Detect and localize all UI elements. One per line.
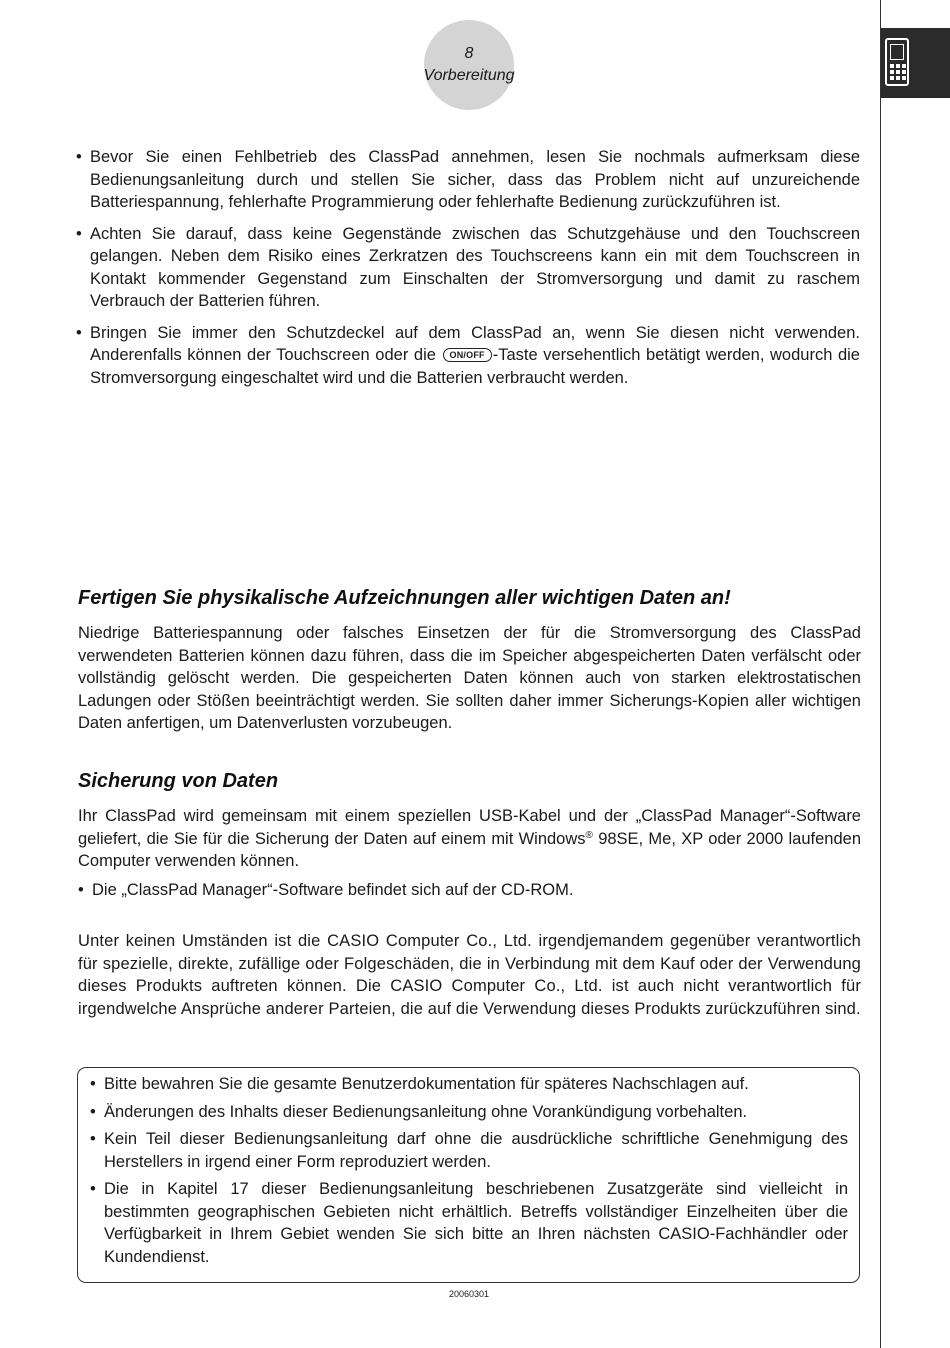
page-number: 8 <box>464 45 474 62</box>
list-item-text: Die in Kapitel 17 dieser Bedienungsanleitung beschriebenen Zusatzgeräte sind vielleicht in bestimmten geographischen Gebieten nicht erhältlich. Betreffs vollständiger Einzelheiten über die Verfügbarkeit in Ihrem Gebiet wenden Sie sich bitte an Ihren nächsten CASIO-Fachhändler oder Kundendienst. <box>104 1180 848 1266</box>
section-paragraph: Niedrige Batteriespannung oder falsches Einsetzen der für die Stromversorgung des ClassPad verwendeten Batterien können dazu führen, dass die im Speicher abgespeicherten Daten verfälscht oder vollständig gelöscht werden. Die gespeicherten Daten können auch von starken elektrostatischen Ladungen oder Stößen beeinträchtigt werden. Sie sollten daher immer Sicherungs-Kopien aller wichtigen Daten anfertigen, um Datenverlusten vorzubeugen. <box>78 624 861 732</box>
list-item <box>76 223 860 313</box>
list-item <box>76 146 860 214</box>
list-item <box>76 322 860 390</box>
bullet-marker: • <box>90 1130 96 1148</box>
calculator-icon <box>885 38 909 86</box>
list-item <box>90 1178 848 1268</box>
list-item <box>90 1101 848 1124</box>
section-title: Vorbereitung <box>423 67 515 84</box>
list-item-text: -Taste versehentlich betätigt werden, wodurch die Stromversorgung eingeschaltet wird und die Batterien verbraucht werden. <box>90 346 860 387</box>
bullet-marker: • <box>76 323 82 342</box>
bullet-marker: • <box>78 881 84 899</box>
top-bullet-list <box>76 146 860 398</box>
list-item-text: Bitte bewahren Sie die gesamte Benutzerdokumentation für späteres Nachschlagen auf. <box>104 1075 749 1093</box>
bullet-marker: • <box>76 224 82 243</box>
page-number-circle <box>424 20 514 110</box>
list-item <box>78 879 861 902</box>
list-item-text: Änderungen des Inhalts dieser Bedienungsanleitung ohne Vorankündigung vorbehalten. <box>104 1102 748 1121</box>
backup-paragraph <box>78 805 861 873</box>
list-item <box>90 1073 848 1096</box>
margin-rule <box>880 0 881 1348</box>
onoff-key-icon: ON/OFF <box>443 348 492 362</box>
list-item-text: Kein Teil dieser Bedienungsanleitung darf ohne die ausdrückliche schriftliche Genehmigung des Herstellers in irgend einer Form reproduziert werden. <box>104 1130 848 1171</box>
backup-text: Ihr ClassPad wird gemeinsam mit einem speziellen USB-Kabel und der „ClassPad Manager“-Software geliefert, die Sie für die Sicherung der Daten auf einem mit Windows <box>78 807 861 848</box>
footer-code: 20060301 <box>448 1289 490 1299</box>
list-item <box>90 1128 848 1173</box>
subsection-heading: Sicherung von Daten <box>78 770 279 792</box>
registered-mark: ® <box>585 829 593 841</box>
notice-box <box>77 1067 860 1283</box>
list-item-text: Die „ClassPad Manager“-Software befindet sich auf der CD-ROM. <box>92 881 574 899</box>
disclaimer-paragraph: Unter keinen Umständen ist die CASIO Computer Co., Ltd. irgendjemandem gegenüber verantwortlich für spezielle, direkte, zufällige oder Folgeschäden, die in Verbindung mit dem Kauf oder der Verwendung dieses Produkts auftreten können. Die CASIO Computer Co., Ltd. ist auch nicht verantwortlich für irgendwelche Ansprüche anderer Parteien, die auf die Verwendung dieses Produkts zurückzuführen sind. <box>78 932 861 1018</box>
bullet-marker: • <box>90 1102 96 1121</box>
bullet-marker: • <box>90 1075 96 1093</box>
bullet-marker: • <box>90 1180 96 1198</box>
list-item-text: Achten Sie darauf, dass keine Gegenstände zwischen das Schutzgehäuse und den Touchscreen gelangen. Neben dem Risiko eines Zerkratzen des Touchscreens kann ein mit dem Touchscreen in Kontakt kommender Gegenstand zum Einschalten der Stromversorgung und damit zu raschem Verbrauch der Batterien führen. <box>90 224 860 310</box>
list-item-text: Bringen Sie immer den Schutzdeckel auf dem ClassPad an, wenn Sie diesen nicht verwenden. Anderenfalls können der Touchscreen oder die <box>90 323 860 364</box>
section-heading: Fertigen Sie physikalische Aufzeichnungen aller wichtigen Daten an! <box>78 587 731 609</box>
backup-text: 98SE, Me, XP oder 2000 laufenden Computer verwenden können. <box>78 829 861 870</box>
bullet-marker: • <box>76 148 82 166</box>
list-item-text: Bevor Sie einen Fehlbetrieb des ClassPad annehmen, lesen Sie nochmals aufmerksam diese Bedienungsanleitung durch und stellen Sie sicher, dass das Problem nicht auf unzureichende Batteriespannung, fehlerhafte Programmierung oder fehlerhafte Bedienung zurückzuführen ist. <box>90 148 860 211</box>
